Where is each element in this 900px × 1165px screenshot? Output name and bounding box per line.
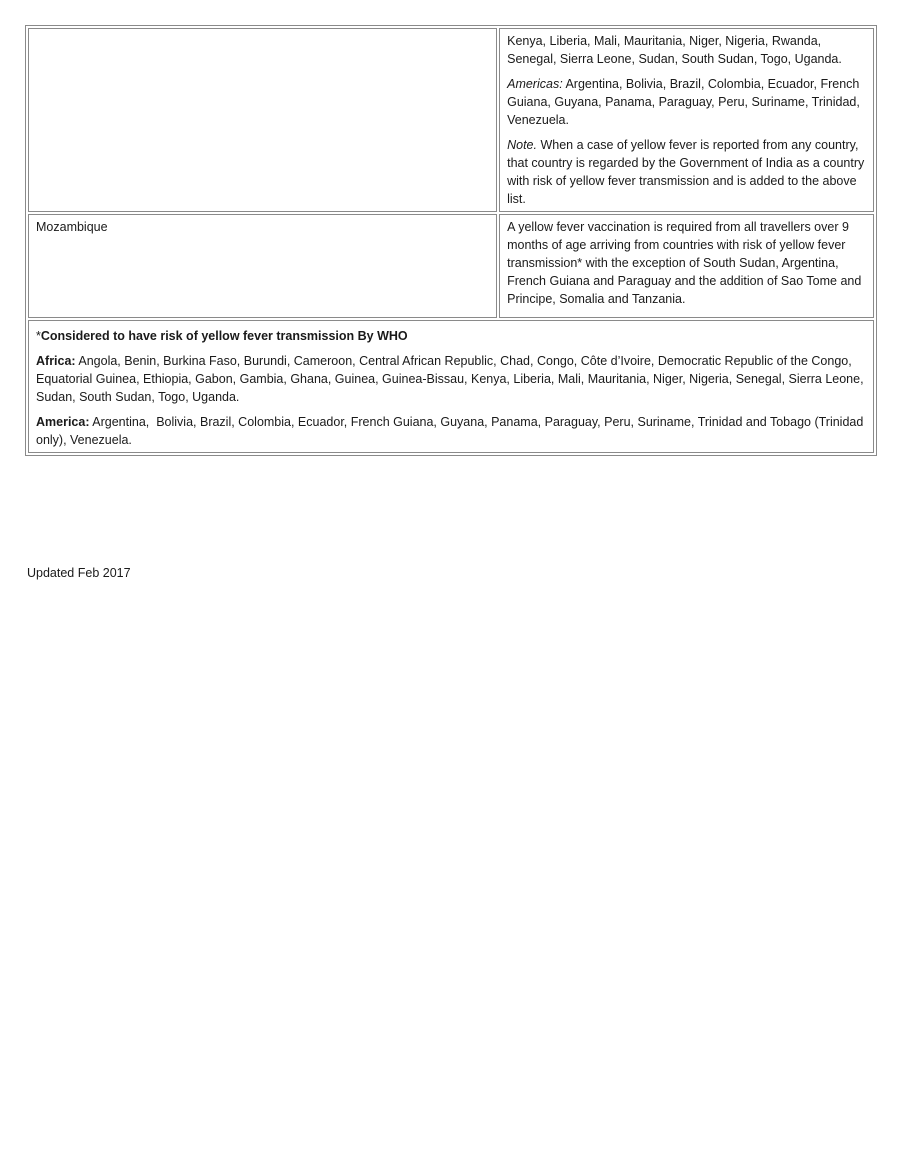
america-countries: Argentina, Bolivia, Brazil, Colombia, Ecuador, French Guiana, Guyana, Panama, Paraguay, Peru, Suriname, Trinidad and Tobago (Trinidad only), Venezuela. [36, 415, 867, 447]
updated-date: Updated Feb 2017 [27, 566, 131, 580]
requirement-cell [499, 214, 874, 318]
who-note-heading [36, 327, 866, 345]
america-label: America: [36, 415, 90, 429]
americas-label: Americas: [507, 77, 563, 91]
yellow-fever-table [25, 25, 877, 456]
africa-countries-continued: Kenya, Liberia, Mali, Mauritania, Niger, Nigeria, Rwanda, Senegal, Sierra Leone, Sudan, South Sudan, Togo, Uganda. [507, 34, 842, 66]
table-row [28, 214, 874, 318]
america-paragraph [36, 413, 866, 449]
note-label: Note. [507, 138, 537, 152]
note-paragraph [507, 136, 866, 208]
table-row [28, 320, 874, 453]
africa-paragraph [36, 352, 866, 406]
africa-countries: Angola, Benin, Burkina Faso, Burundi, Cameroon, Central African Republic, Chad, Congo, Côte d’Ivoire, Democratic Republic of the Congo, Equatorial Guinea, Ethiopia, Gabon, Gambia, Ghana, Guinea, Guinea-Bissau, Kenya, Liberia, Mali, Mauritania, Niger, Nigeria, Senegal, Sierra Leone, Sudan, South Sudan, Togo, Uganda. [36, 354, 864, 404]
mozambique-requirement: A yellow fever vaccination is required from all travellers over 9 months of age arriving from countries with risk of yellow fever transmission* with the exception of South Sudan, Argentina, French Guiana and Paraguay and the addition of Sao Tome and Principe, Somalia and Tanzania. [507, 220, 862, 306]
americas-paragraph [507, 75, 866, 129]
country-cell: Mozambique [28, 214, 497, 318]
who-note-cell [28, 320, 874, 453]
note-text: When a case of yellow fever is reported from any country, that country is regarded by the Government of India as a country with risk of yellow fever transmission and is added to the above list. [507, 138, 865, 206]
country-cell [28, 28, 497, 212]
who-heading-text: Considered to have risk of yellow fever transmission By WHO [40, 329, 408, 343]
africa-label: Africa: [36, 354, 76, 368]
requirement-cell [499, 28, 874, 212]
table-row [28, 28, 874, 212]
americas-countries: Argentina, Bolivia, Brazil, Colombia, Ecuador, French Guiana, Guyana, Panama, Paraguay, Peru, Suriname, Trinidad, Venezuela. [507, 77, 860, 127]
asterisk: * [36, 329, 41, 343]
